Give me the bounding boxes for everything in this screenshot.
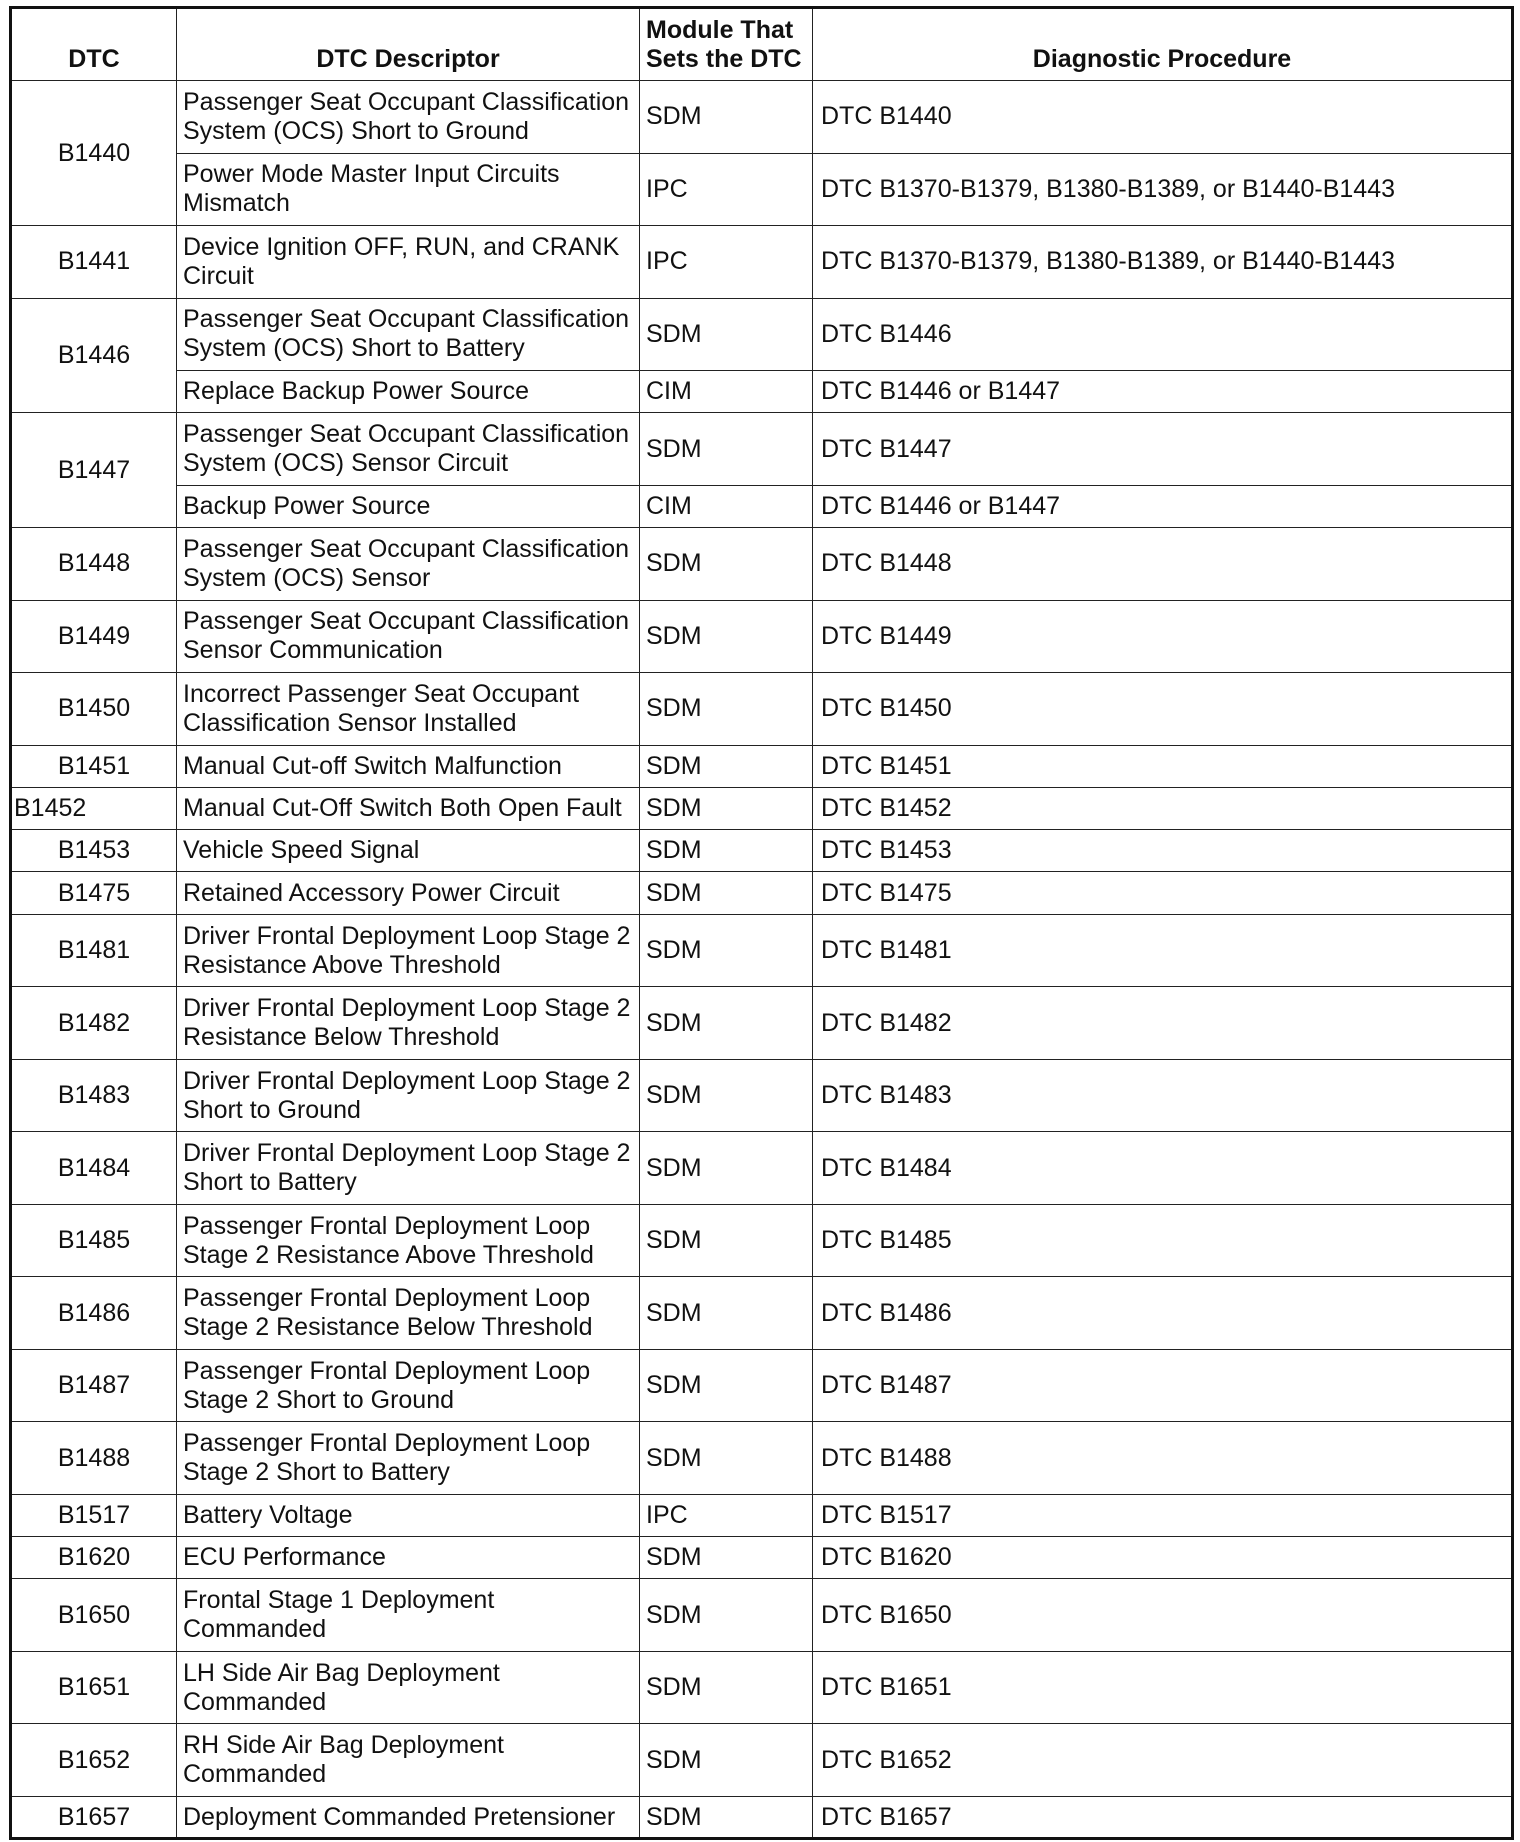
descriptor-line: Stage 2 Short to Battery — [183, 1458, 450, 1487]
descriptor-line: RH Side Air Bag Deployment — [183, 1731, 504, 1760]
descriptor-line: Replace Backup Power Source — [183, 377, 530, 406]
diagnostic-procedure-cell: DTC B1449 — [813, 600, 1513, 673]
table-row — [11, 1651, 1513, 1724]
descriptor-line: Passenger Seat Occupant Classification — [183, 420, 630, 449]
dtc-descriptor-cell — [177, 1059, 640, 1132]
dtc-code-cell: B1475 — [11, 872, 177, 914]
dtc-descriptor-cell — [177, 1724, 640, 1797]
module-cell: SDM — [640, 81, 813, 154]
descriptor-line: Classification Sensor Installed — [183, 708, 517, 737]
dtc-code-cell: B1441 — [11, 226, 177, 299]
table-row — [11, 872, 1513, 914]
diagnostic-procedure-cell: DTC B1450 — [813, 673, 1513, 746]
module-cell: SDM — [640, 1277, 813, 1350]
dtc-descriptor-cell — [177, 298, 640, 371]
table-row — [11, 1349, 1513, 1422]
header-module-line2: Sets the DTC — [646, 45, 802, 73]
descriptor-line: Passenger Seat Occupant Classification — [183, 87, 630, 116]
module-cell: SDM — [640, 1579, 813, 1652]
module-cell: SDM — [640, 1132, 813, 1205]
diagnostic-procedure-cell: DTC B1446 or B1447 — [813, 485, 1513, 527]
descriptor-line: Stage 2 Short to Ground — [183, 1385, 455, 1414]
module-cell: SDM — [640, 1422, 813, 1495]
descriptor-line: Driver Frontal Deployment Loop Stage 2 — [183, 1139, 631, 1168]
module-cell: SDM — [640, 1349, 813, 1422]
module-cell: SDM — [640, 1059, 813, 1132]
diagnostic-procedure-cell: DTC B1485 — [813, 1204, 1513, 1277]
dtc-code-cell: B1651 — [11, 1651, 177, 1724]
descriptor-line: System (OCS) Short to Ground — [183, 116, 529, 145]
module-cell: SDM — [640, 413, 813, 486]
descriptor-line: Passenger Seat Occupant Classification — [183, 305, 630, 334]
descriptor-line: Stage 2 Resistance Below Threshold — [183, 1313, 593, 1342]
descriptor-line: ECU Performance — [183, 1543, 386, 1572]
module-cell: SDM — [640, 745, 813, 787]
dtc-descriptor-cell — [177, 1651, 640, 1724]
diagnostic-procedure-cell: DTC B1488 — [813, 1422, 1513, 1495]
diagnostic-procedure-cell: DTC B1370-B1379, B1380-B1389, or B1440-B1443 — [813, 226, 1513, 299]
descriptor-line: System (OCS) Sensor — [183, 563, 431, 592]
descriptor-line: LH Side Air Bag Deployment — [183, 1658, 500, 1687]
table-row — [11, 600, 1513, 673]
dtc-descriptor-cell — [177, 1277, 640, 1350]
module-cell: SDM — [640, 600, 813, 673]
module-cell: SDM — [640, 830, 813, 872]
table-row — [11, 528, 1513, 601]
module-cell: SDM — [640, 872, 813, 914]
diagnostic-procedure-cell: DTC B1481 — [813, 914, 1513, 987]
table-row — [11, 1724, 1513, 1797]
table-row — [11, 787, 1513, 829]
dtc-descriptor-cell — [177, 745, 640, 787]
dtc-descriptor-cell — [177, 987, 640, 1060]
dtc-code-cell: B1481 — [11, 914, 177, 987]
table-header-row — [11, 8, 1513, 81]
module-cell: CIM — [640, 371, 813, 413]
table-row — [11, 830, 1513, 872]
header-dtc: DTC — [11, 8, 177, 81]
descriptor-line: Driver Frontal Deployment Loop Stage 2 — [183, 921, 631, 950]
header-descriptor: DTC Descriptor — [177, 8, 640, 81]
module-cell: SDM — [640, 1796, 813, 1838]
descriptor-line: Passenger Frontal Deployment Loop — [183, 1284, 591, 1313]
descriptor-line: Short to Battery — [183, 1168, 357, 1197]
diagnostic-procedure-cell: DTC B1651 — [813, 1651, 1513, 1724]
table-body — [11, 81, 1513, 1839]
descriptor-line: Circuit — [183, 261, 254, 290]
dtc-code-cell: B1486 — [11, 1277, 177, 1350]
dtc-descriptor-cell — [177, 872, 640, 914]
table-row — [11, 1204, 1513, 1277]
module-cell: IPC — [640, 226, 813, 299]
module-cell: SDM — [640, 1724, 813, 1797]
diagnostic-procedure-cell: DTC B1620 — [813, 1537, 1513, 1579]
module-cell: SDM — [640, 1651, 813, 1724]
dtc-code-cell: B1517 — [11, 1494, 177, 1536]
dtc-descriptor-cell — [177, 226, 640, 299]
dtc-code-cell: B1453 — [11, 830, 177, 872]
diagnostic-procedure-cell: DTC B1453 — [813, 830, 1513, 872]
dtc-table-container — [9, 6, 1514, 1840]
dtc-code-cell: B1620 — [11, 1537, 177, 1579]
table-row — [11, 914, 1513, 987]
dtc-descriptor-cell — [177, 1132, 640, 1205]
dtc-descriptor-cell — [177, 600, 640, 673]
header-module — [640, 8, 813, 81]
module-cell: CIM — [640, 485, 813, 527]
table-row — [11, 371, 1513, 413]
header-procedure: Diagnostic Procedure — [813, 8, 1513, 81]
descriptor-line: System (OCS) Short to Battery — [183, 334, 525, 363]
table-row — [11, 1537, 1513, 1579]
table-row — [11, 673, 1513, 746]
dtc-descriptor-cell — [177, 673, 640, 746]
module-cell: IPC — [640, 1494, 813, 1536]
table-row — [11, 1277, 1513, 1350]
descriptor-line: Stage 2 Resistance Above Threshold — [183, 1240, 594, 1269]
module-cell: SDM — [640, 528, 813, 601]
descriptor-line: Commanded — [183, 1687, 327, 1716]
descriptor-line: Passenger Seat Occupant Classification — [183, 534, 630, 563]
dtc-descriptor-cell — [177, 81, 640, 154]
table-row — [11, 153, 1513, 226]
table-row — [11, 1132, 1513, 1205]
table-row — [11, 1059, 1513, 1132]
diagnostic-procedure-cell: DTC B1447 — [813, 413, 1513, 486]
dtc-code-cell: B1451 — [11, 745, 177, 787]
diagnostic-procedure-cell: DTC B1652 — [813, 1724, 1513, 1797]
diagnostic-procedure-cell: DTC B1475 — [813, 872, 1513, 914]
dtc-code-cell: B1446 — [11, 298, 177, 413]
dtc-code-cell: B1484 — [11, 1132, 177, 1205]
descriptor-line: Device Ignition OFF, RUN, and CRANK — [183, 232, 620, 261]
module-cell: SDM — [640, 987, 813, 1060]
dtc-code-cell: B1483 — [11, 1059, 177, 1132]
dtc-descriptor-cell — [177, 413, 640, 486]
dtc-code-cell: B1440 — [11, 81, 177, 226]
diagnostic-procedure-cell: DTC B1484 — [813, 1132, 1513, 1205]
dtc-code-cell: B1652 — [11, 1724, 177, 1797]
descriptor-line: Mismatch — [183, 189, 290, 218]
descriptor-line: Passenger Frontal Deployment Loop — [183, 1211, 591, 1240]
diagnostic-procedure-cell: DTC B1451 — [813, 745, 1513, 787]
dtc-descriptor-cell — [177, 830, 640, 872]
descriptor-line: Driver Frontal Deployment Loop Stage 2 — [183, 994, 631, 1023]
dtc-code-cell: B1447 — [11, 413, 177, 528]
module-cell: SDM — [640, 914, 813, 987]
module-cell: IPC — [640, 153, 813, 226]
descriptor-line: Manual Cut-Off Switch Both Open Fault — [183, 794, 622, 823]
dtc-descriptor-cell — [177, 1349, 640, 1422]
diagnostic-procedure-cell: DTC B1483 — [813, 1059, 1513, 1132]
descriptor-line: Passenger Frontal Deployment Loop — [183, 1429, 591, 1458]
dtc-code-cell: B1452 — [11, 787, 177, 829]
diagnostic-procedure-cell: DTC B1370-B1379, B1380-B1389, or B1440-B1443 — [813, 153, 1513, 226]
module-cell: SDM — [640, 787, 813, 829]
dtc-code-cell: B1482 — [11, 987, 177, 1060]
dtc-table — [9, 6, 1514, 1840]
dtc-descriptor-cell — [177, 153, 640, 226]
descriptor-line: Battery Voltage — [183, 1500, 353, 1529]
table-row — [11, 987, 1513, 1060]
dtc-code-cell: B1488 — [11, 1422, 177, 1495]
dtc-descriptor-cell — [177, 1579, 640, 1652]
descriptor-line: Retained Accessory Power Circuit — [183, 878, 560, 907]
diagnostic-procedure-cell: DTC B1650 — [813, 1579, 1513, 1652]
dtc-descriptor-cell — [177, 1796, 640, 1838]
diagnostic-procedure-cell: DTC B1446 — [813, 298, 1513, 371]
table-row — [11, 1579, 1513, 1652]
dtc-descriptor-cell — [177, 787, 640, 829]
descriptor-line: Passenger Frontal Deployment Loop — [183, 1356, 591, 1385]
table-row — [11, 298, 1513, 371]
diagnostic-procedure-cell: DTC B1448 — [813, 528, 1513, 601]
dtc-descriptor-cell — [177, 1422, 640, 1495]
descriptor-line: Manual Cut-off Switch Malfunction — [183, 751, 562, 780]
module-cell: SDM — [640, 1204, 813, 1277]
descriptor-line: Commanded — [183, 1760, 327, 1789]
dtc-code-cell: B1450 — [11, 673, 177, 746]
diagnostic-procedure-cell: DTC B1657 — [813, 1796, 1513, 1838]
descriptor-line: Resistance Above Threshold — [183, 950, 501, 979]
dtc-code-cell: B1449 — [11, 600, 177, 673]
module-cell: SDM — [640, 1537, 813, 1579]
descriptor-line: Passenger Seat Occupant Classification — [183, 607, 630, 636]
dtc-code-cell: B1650 — [11, 1579, 177, 1652]
dtc-descriptor-cell — [177, 1494, 640, 1536]
table-row — [11, 745, 1513, 787]
descriptor-line: Vehicle Speed Signal — [183, 836, 420, 865]
descriptor-line: Resistance Below Threshold — [183, 1023, 500, 1052]
diagnostic-procedure-cell: DTC B1487 — [813, 1349, 1513, 1422]
descriptor-line: Driver Frontal Deployment Loop Stage 2 — [183, 1066, 631, 1095]
dtc-code-cell: B1448 — [11, 528, 177, 601]
table-row — [11, 81, 1513, 154]
dtc-code-cell: B1657 — [11, 1796, 177, 1838]
table-row — [11, 1796, 1513, 1838]
diagnostic-procedure-cell: DTC B1452 — [813, 787, 1513, 829]
dtc-descriptor-cell — [177, 914, 640, 987]
table-row — [11, 226, 1513, 299]
module-cell: SDM — [640, 298, 813, 371]
module-cell: SDM — [640, 673, 813, 746]
descriptor-line: System (OCS) Sensor Circuit — [183, 449, 509, 478]
table-row — [11, 485, 1513, 527]
dtc-descriptor-cell — [177, 1537, 640, 1579]
table-row — [11, 1494, 1513, 1536]
diagnostic-procedure-cell: DTC B1440 — [813, 81, 1513, 154]
dtc-descriptor-cell — [177, 1204, 640, 1277]
descriptor-line: Backup Power Source — [183, 491, 431, 520]
diagnostic-procedure-cell: DTC B1517 — [813, 1494, 1513, 1536]
descriptor-line: Frontal Stage 1 Deployment — [183, 1586, 495, 1615]
diagnostic-procedure-cell: DTC B1486 — [813, 1277, 1513, 1350]
descriptor-line: Deployment Commanded Pretensioner — [183, 1802, 616, 1831]
header-module-line1: Module That — [646, 16, 794, 44]
dtc-descriptor-cell — [177, 485, 640, 527]
descriptor-line: Commanded — [183, 1615, 327, 1644]
descriptor-line: Power Mode Master Input Circuits — [183, 160, 560, 189]
table-row — [11, 413, 1513, 486]
table-row — [11, 1422, 1513, 1495]
descriptor-line: Incorrect Passenger Seat Occupant — [183, 679, 580, 708]
diagnostic-procedure-cell: DTC B1482 — [813, 987, 1513, 1060]
dtc-descriptor-cell — [177, 371, 640, 413]
descriptor-line: Short to Ground — [183, 1095, 361, 1124]
dtc-code-cell: B1487 — [11, 1349, 177, 1422]
dtc-descriptor-cell — [177, 528, 640, 601]
dtc-code-cell: B1485 — [11, 1204, 177, 1277]
descriptor-line: Sensor Communication — [183, 636, 443, 665]
diagnostic-procedure-cell: DTC B1446 or B1447 — [813, 371, 1513, 413]
